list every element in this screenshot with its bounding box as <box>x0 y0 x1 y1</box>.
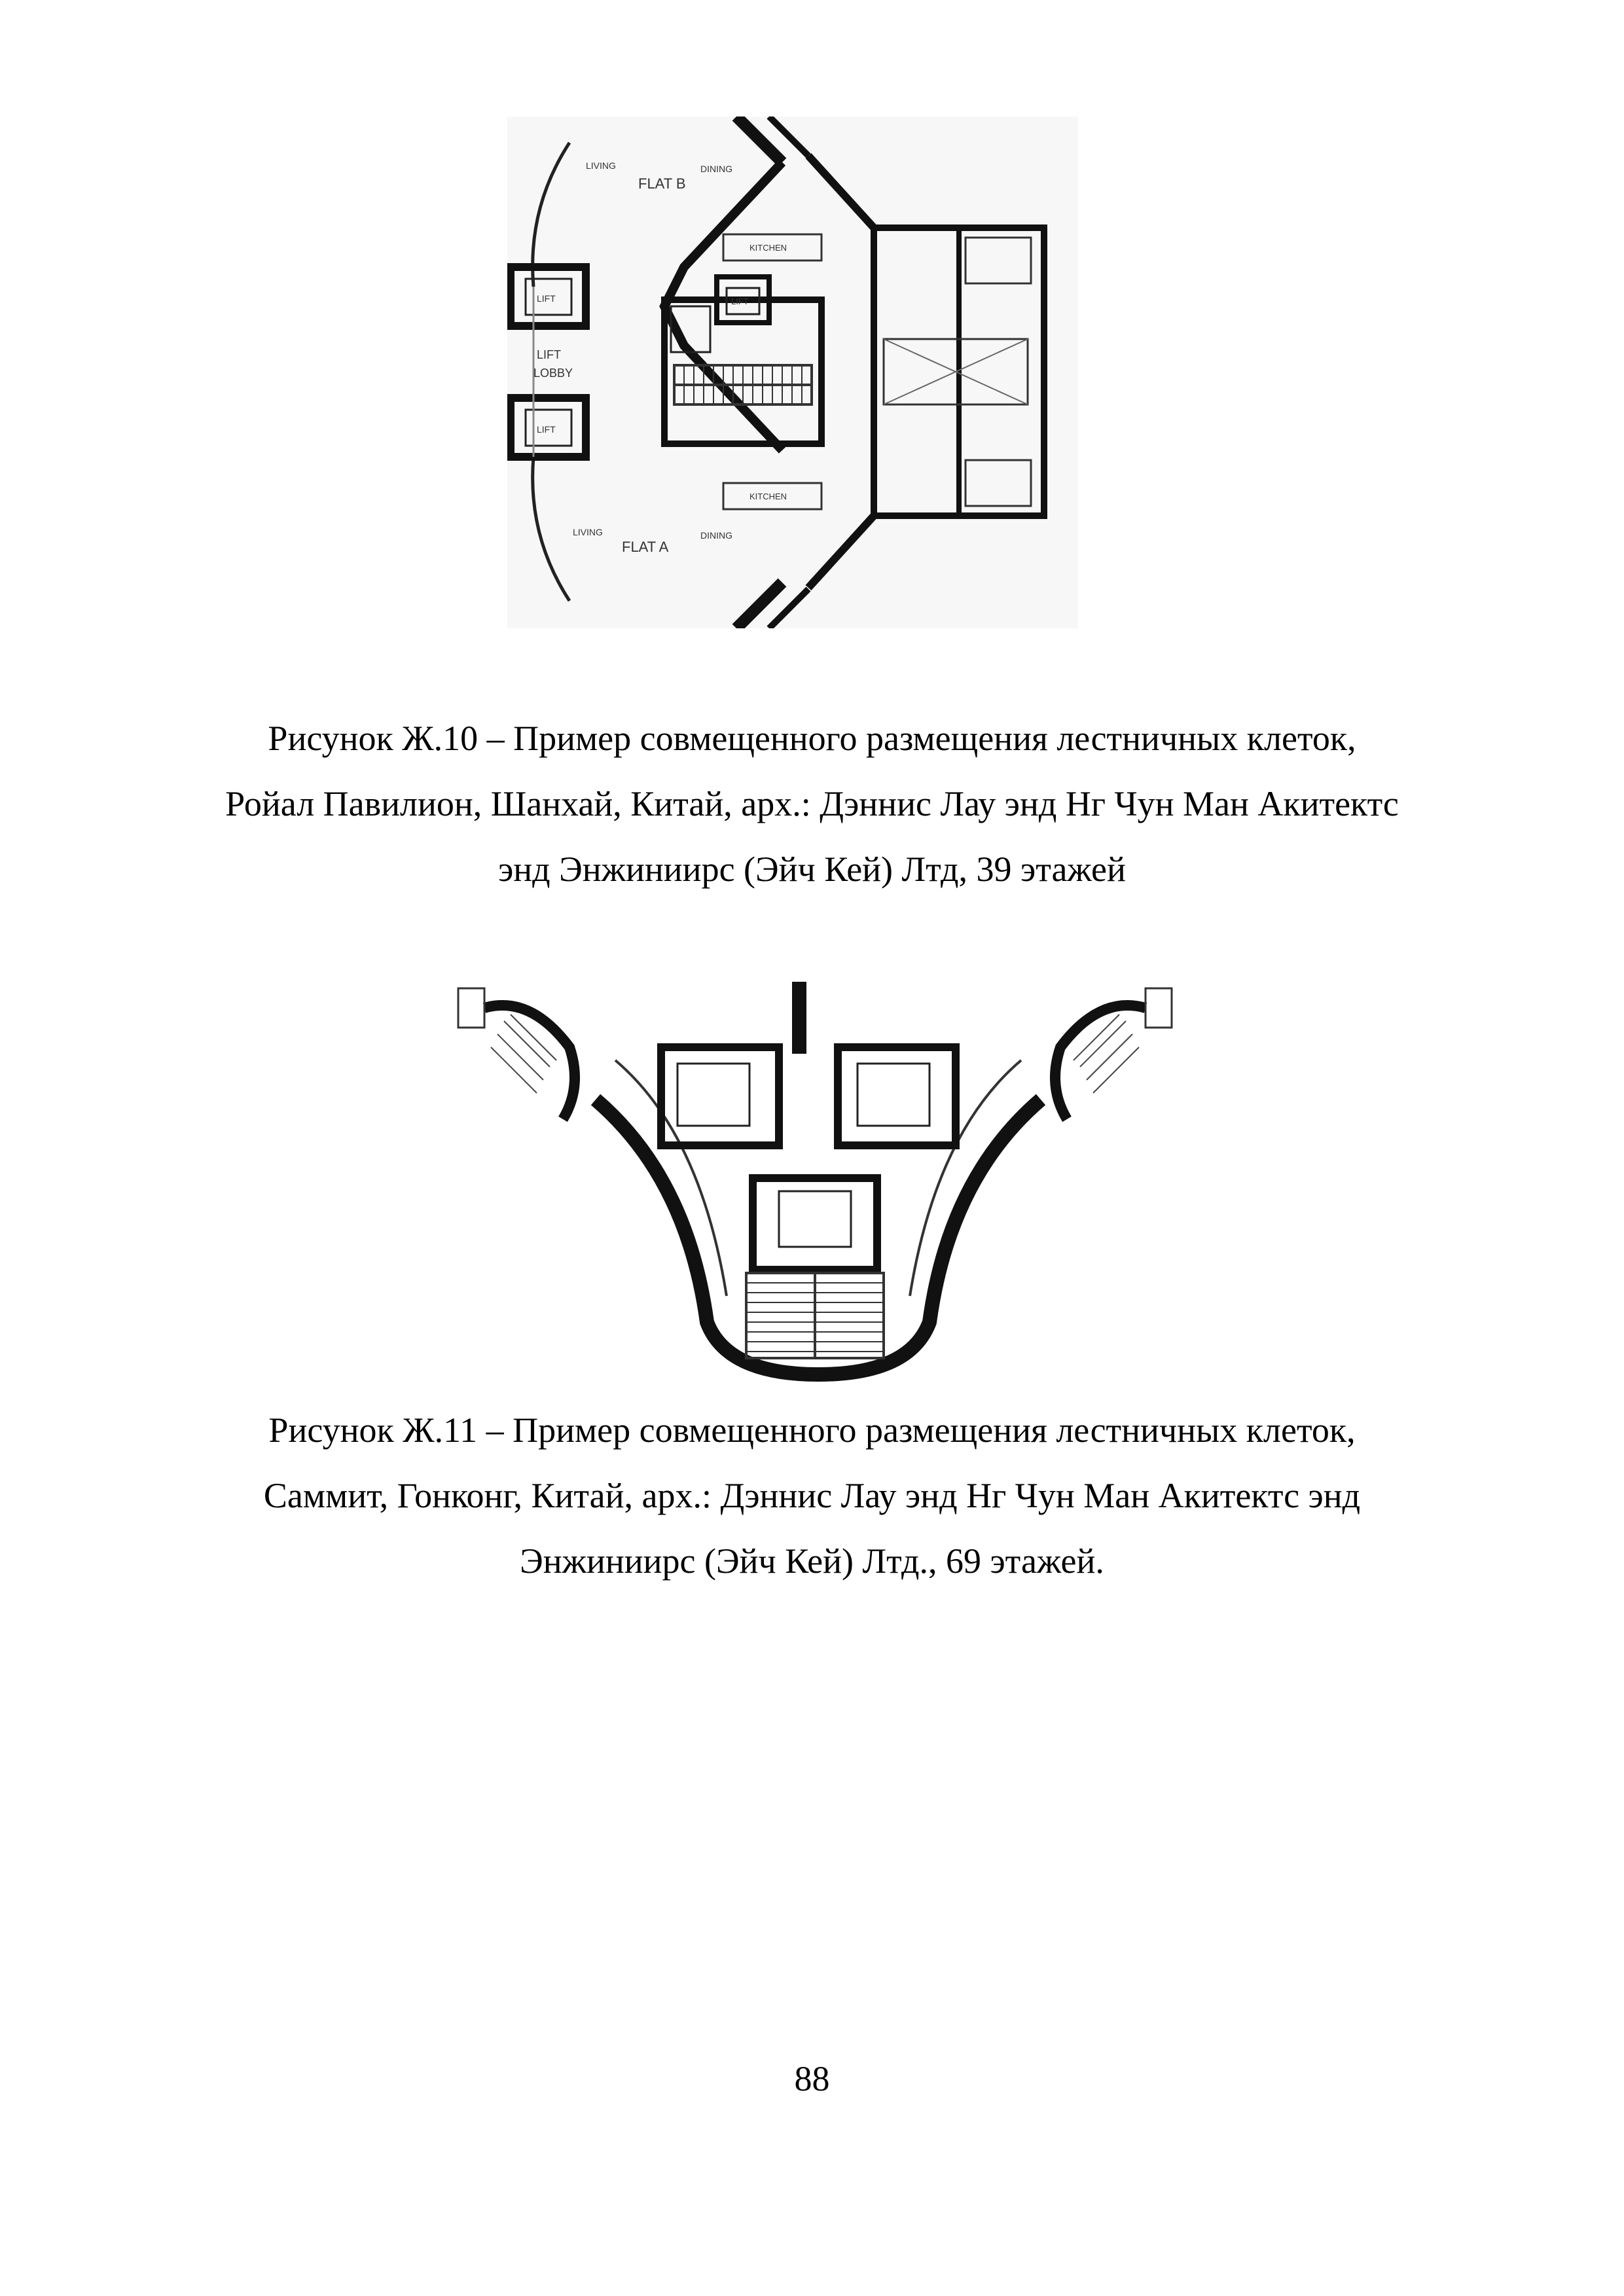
label-lift-lobby-2: LOBBY <box>533 367 573 380</box>
figure-caption-zh11 <box>118 1397 1506 1594</box>
label-dining-bottom: DINING <box>700 530 732 541</box>
caption-line: Ройал Павилион, Шанхай, Китай, арх.: Дэннис Лау энд Нг Чун Ман Акитектс <box>225 784 1399 823</box>
label-kitchen-top: KITCHEN <box>749 243 787 253</box>
caption-line: энд Энжиниирс (Эйч Кей) Лтд, 39 этажей <box>498 850 1126 889</box>
caption-line: Энжиниирс (Эйч Кей) Лтд., 69 этажей. <box>520 1541 1104 1581</box>
floor-plan-royal-pavilion <box>507 117 1078 628</box>
label-living-bottom: LIVING <box>573 527 603 537</box>
label-dining-top: DINING <box>700 164 732 174</box>
floor-plan-summit <box>452 982 1178 1382</box>
caption-line: Рисунок Ж.11 – Пример совмещенного размещения лестничных клеток, <box>268 1410 1356 1450</box>
label-flat-a: FLAT A <box>622 539 669 555</box>
label-flat-b: FLAT B <box>638 175 686 192</box>
figure-caption-zh10 <box>118 706 1506 902</box>
caption-line: Рисунок Ж.10 – Пример совмещенного размещения лестничных клеток, <box>268 719 1356 758</box>
caption-line: Саммит, Гонконг, Китай, арх.: Дэннис Лау энд Нг Чун Ман Акитектс энд <box>263 1476 1361 1515</box>
label-lift-lobby-1: LIFT <box>537 348 562 361</box>
label-lift-left-top: LIFT <box>537 293 556 304</box>
label-lift-center: LIFT <box>731 296 749 306</box>
label-living-top: LIVING <box>586 160 616 171</box>
label-kitchen-bottom: KITCHEN <box>749 492 787 501</box>
page-number: 88 <box>794 2059 830 2098</box>
label-lift-left-bottom: LIFT <box>537 424 556 435</box>
